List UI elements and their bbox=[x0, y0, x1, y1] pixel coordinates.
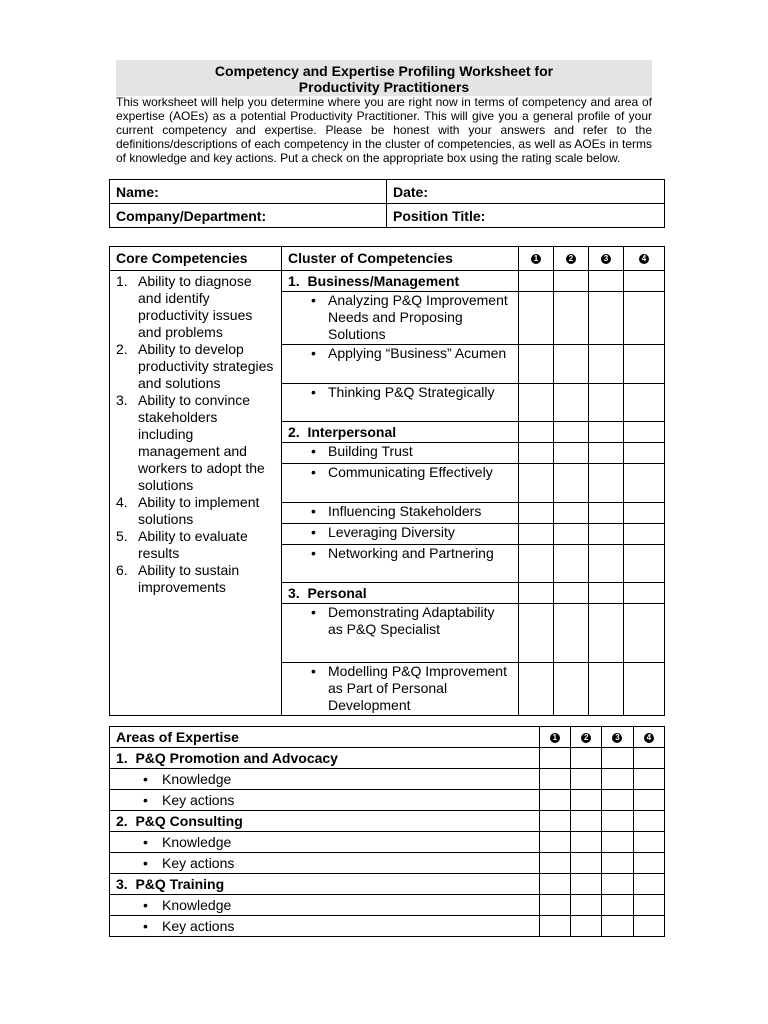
expertise-heading-rating-4[interactable] bbox=[633, 874, 664, 895]
expertise-item-rating-1[interactable] bbox=[539, 832, 570, 853]
cluster-heading: 1. Business/Management bbox=[282, 271, 519, 292]
cluster-item: • Demonstrating Adaptability as P&Q Specialist bbox=[282, 604, 519, 663]
cluster-item-rating-4[interactable] bbox=[624, 663, 665, 716]
cluster-heading-rating-4[interactable] bbox=[624, 422, 665, 443]
core-item-number: 3. bbox=[116, 392, 128, 408]
cluster-item-rating-2[interactable] bbox=[554, 443, 589, 464]
info-table bbox=[109, 179, 665, 228]
cluster-item-rating-2[interactable] bbox=[554, 663, 589, 716]
cluster-item-rating-2[interactable] bbox=[554, 604, 589, 663]
cluster-item: • Applying “Business” Acumen bbox=[282, 345, 519, 384]
expertise-item-rating-3[interactable] bbox=[602, 895, 633, 916]
cluster-heading-rating-2[interactable] bbox=[554, 583, 589, 604]
core-item-text: Ability to implement solutions bbox=[138, 494, 260, 527]
expertise-item-row bbox=[110, 895, 665, 916]
core-item-number: 1. bbox=[116, 273, 128, 289]
expertise-item-row bbox=[110, 769, 665, 790]
core-item-text: Ability to diagnose and identify productivity issues and problems bbox=[138, 273, 253, 340]
cluster-item-rating-3[interactable] bbox=[589, 524, 624, 545]
cluster-item-rating-1[interactable] bbox=[519, 345, 554, 384]
cluster-item-rating-1[interactable] bbox=[519, 524, 554, 545]
expertise-item-rating-2[interactable] bbox=[571, 895, 602, 916]
core-item bbox=[116, 528, 275, 562]
expertise-heading-rating-3[interactable] bbox=[602, 874, 633, 895]
core-competencies-list bbox=[110, 271, 282, 716]
cluster-item: • Thinking P&Q Strategically bbox=[282, 384, 519, 422]
expertise-heading: 2. P&Q Consulting bbox=[110, 811, 540, 832]
rating-scale-icon: 1 bbox=[550, 733, 560, 743]
core-item bbox=[116, 562, 275, 596]
expertise-group-row bbox=[110, 748, 665, 769]
rating-header-4 bbox=[624, 247, 665, 271]
expertise-item-rating-3[interactable] bbox=[602, 790, 633, 811]
cluster-item-rating-3[interactable] bbox=[589, 503, 624, 524]
core-item-number: 5. bbox=[116, 528, 128, 544]
expertise-item-rating-1[interactable] bbox=[539, 916, 570, 937]
cluster-item-rating-3[interactable] bbox=[589, 292, 624, 345]
expertise-heading-rating-2[interactable] bbox=[571, 748, 602, 769]
intro-paragraph: This worksheet will help you determine where you are right now in terms of competency and area of expertise (AOEs) as a potential Productivity Practitioner. This will give you a general profile of your current competency and expertise. Please be honest with your answers and refer to the definitions/descriptions of each competency in the cluster of competencies, as well as AOEs in terms of knowledge and key actions. Put a check on the appropriate box using the rating scale below. bbox=[116, 95, 652, 165]
date-field[interactable]: Date: bbox=[387, 180, 665, 204]
cluster-item-rating-2[interactable] bbox=[554, 524, 589, 545]
expertise-rating-header-2 bbox=[571, 727, 602, 748]
cluster-item-rating-4[interactable] bbox=[624, 464, 665, 503]
cluster-item: • Leveraging Diversity bbox=[282, 524, 519, 545]
expertise-item-rating-4[interactable] bbox=[633, 790, 664, 811]
expertise-item-rating-4[interactable] bbox=[633, 895, 664, 916]
expertise-item: • Knowledge bbox=[110, 769, 540, 790]
expertise-item-rating-3[interactable] bbox=[602, 769, 633, 790]
rating-scale-icon: 2 bbox=[566, 254, 576, 264]
expertise-heading-rating-1[interactable] bbox=[539, 874, 570, 895]
cluster-item: • Modelling P&Q Improvement as Part of Personal Development bbox=[282, 663, 519, 716]
cluster-item-rating-4[interactable] bbox=[624, 604, 665, 663]
expertise-item-row bbox=[110, 790, 665, 811]
expertise-header: Areas of Expertise bbox=[110, 727, 540, 748]
rating-scale-icon: 3 bbox=[612, 733, 622, 743]
cluster-heading-rating-4[interactable] bbox=[624, 583, 665, 604]
expertise-item-rating-3[interactable] bbox=[602, 832, 633, 853]
expertise-rating-header-4 bbox=[633, 727, 664, 748]
cluster-item-rating-2[interactable] bbox=[554, 545, 589, 583]
cluster-heading: 2. Interpersonal bbox=[282, 422, 519, 443]
expertise-rating-header-3 bbox=[602, 727, 633, 748]
cluster-item-rating-2[interactable] bbox=[554, 345, 589, 384]
cluster-item: • Communicating Effectively bbox=[282, 464, 519, 503]
cluster-item-rating-3[interactable] bbox=[589, 443, 624, 464]
core-item-number: 2. bbox=[116, 341, 128, 357]
expertise-item: • Knowledge bbox=[110, 832, 540, 853]
cluster-item-rating-4[interactable] bbox=[624, 545, 665, 583]
cluster-item-rating-3[interactable] bbox=[589, 604, 624, 663]
cluster-item-rating-2[interactable] bbox=[554, 384, 589, 422]
rating-scale-icon: 4 bbox=[639, 254, 649, 264]
expertise-table bbox=[109, 726, 665, 937]
expertise-item-rating-1[interactable] bbox=[539, 790, 570, 811]
rating-scale-icon: 1 bbox=[531, 254, 541, 264]
core-item-number: 6. bbox=[116, 562, 128, 578]
core-competencies-header: Core Competencies bbox=[110, 247, 282, 271]
cluster-heading-rating-1[interactable] bbox=[519, 271, 554, 292]
rating-header-1 bbox=[519, 247, 554, 271]
expertise-heading-rating-2[interactable] bbox=[571, 811, 602, 832]
expertise-item-row bbox=[110, 853, 665, 874]
expertise-item-rating-2[interactable] bbox=[571, 832, 602, 853]
cluster-item-rating-4[interactable] bbox=[624, 384, 665, 422]
cluster-heading-rating-3[interactable] bbox=[589, 583, 624, 604]
expertise-item-rating-1[interactable] bbox=[539, 895, 570, 916]
cluster-item-rating-1[interactable] bbox=[519, 464, 554, 503]
core-item-text: Ability to sustain improvements bbox=[138, 562, 240, 595]
cluster-item: • Analyzing P&Q Improvement Needs and Proposing Solutions bbox=[282, 292, 519, 345]
cluster-heading-rating-1[interactable] bbox=[519, 583, 554, 604]
core-list bbox=[116, 273, 275, 596]
expertise-item-rating-2[interactable] bbox=[571, 790, 602, 811]
cluster-item-rating-4[interactable] bbox=[624, 524, 665, 545]
expertise-group-row bbox=[110, 811, 665, 832]
cluster-item-rating-1[interactable] bbox=[519, 604, 554, 663]
rating-scale-icon: 2 bbox=[581, 733, 591, 743]
cluster-item-rating-4[interactable] bbox=[624, 345, 665, 384]
cluster-item-rating-3[interactable] bbox=[589, 345, 624, 384]
rating-scale-icon: 3 bbox=[601, 254, 611, 264]
cluster-item-rating-1[interactable] bbox=[519, 545, 554, 583]
expertise-item-rating-1[interactable] bbox=[539, 769, 570, 790]
competency-table bbox=[109, 246, 665, 716]
expertise-item-rating-2[interactable] bbox=[571, 853, 602, 874]
worksheet-title bbox=[116, 60, 652, 96]
expertise-heading-rating-2[interactable] bbox=[571, 874, 602, 895]
expertise-item: • Knowledge bbox=[110, 895, 540, 916]
rating-header-2 bbox=[554, 247, 589, 271]
expertise-item-rating-4[interactable] bbox=[633, 916, 664, 937]
cluster-item: • Networking and Partnering bbox=[282, 545, 519, 583]
cluster-heading-rating-2[interactable] bbox=[554, 271, 589, 292]
cluster-heading-rating-3[interactable] bbox=[589, 422, 624, 443]
expertise-heading-rating-1[interactable] bbox=[539, 748, 570, 769]
cluster-item-rating-1[interactable] bbox=[519, 384, 554, 422]
expertise-rating-header-1 bbox=[539, 727, 570, 748]
expertise-item-row bbox=[110, 832, 665, 853]
cluster-group-row bbox=[110, 271, 665, 292]
competency-header-row bbox=[110, 247, 665, 271]
cluster-heading-rating-4[interactable] bbox=[624, 271, 665, 292]
cluster-heading-rating-3[interactable] bbox=[589, 271, 624, 292]
cluster-heading-rating-2[interactable] bbox=[554, 422, 589, 443]
core-item bbox=[116, 494, 275, 528]
core-item-text: Ability to convince stakeholders including management and workers to adopt the solutions bbox=[138, 392, 265, 493]
rating-header-3 bbox=[589, 247, 624, 271]
expertise-group-row bbox=[110, 874, 665, 895]
expertise-item-rating-4[interactable] bbox=[633, 769, 664, 790]
cluster-item-rating-1[interactable] bbox=[519, 503, 554, 524]
core-item-number: 4. bbox=[116, 494, 128, 510]
expertise-item-rating-3[interactable] bbox=[602, 853, 633, 874]
expertise-item: • Key actions bbox=[110, 916, 540, 937]
position-field[interactable]: Position Title: bbox=[387, 204, 665, 228]
expertise-heading: 3. P&Q Training bbox=[110, 874, 540, 895]
cluster-item-rating-3[interactable] bbox=[589, 545, 624, 583]
expertise-item-rating-2[interactable] bbox=[571, 769, 602, 790]
expertise-item-row bbox=[110, 916, 665, 937]
cluster-item-rating-3[interactable] bbox=[589, 464, 624, 503]
core-item bbox=[116, 273, 275, 341]
cluster-item-rating-4[interactable] bbox=[624, 292, 665, 345]
cluster-item-rating-2[interactable] bbox=[554, 292, 589, 345]
company-field[interactable]: Company/Department: bbox=[110, 204, 387, 228]
cluster-item-rating-3[interactable] bbox=[589, 663, 624, 716]
cluster-item: • Influencing Stakeholders bbox=[282, 503, 519, 524]
expertise-heading: 1. P&Q Promotion and Advocacy bbox=[110, 748, 540, 769]
cluster-item-rating-4[interactable] bbox=[624, 443, 665, 464]
expertise-item-rating-4[interactable] bbox=[633, 832, 664, 853]
expertise-item: • Key actions bbox=[110, 790, 540, 811]
cluster-item-rating-1[interactable] bbox=[519, 292, 554, 345]
expertise-item: • Key actions bbox=[110, 853, 540, 874]
expertise-heading-rating-3[interactable] bbox=[602, 748, 633, 769]
cluster-item-rating-2[interactable] bbox=[554, 503, 589, 524]
core-item bbox=[116, 392, 275, 494]
expertise-heading-rating-4[interactable] bbox=[633, 748, 664, 769]
expertise-item-rating-1[interactable] bbox=[539, 853, 570, 874]
cluster-item: • Building Trust bbox=[282, 443, 519, 464]
rating-scale-icon: 4 bbox=[644, 733, 654, 743]
cluster-item-rating-2[interactable] bbox=[554, 464, 589, 503]
expertise-item-rating-3[interactable] bbox=[602, 916, 633, 937]
cluster-header: Cluster of Competencies bbox=[282, 247, 519, 271]
cluster-item-rating-3[interactable] bbox=[589, 384, 624, 422]
core-item-text: Ability to develop productivity strategies and solutions bbox=[138, 341, 274, 391]
expertise-header-row bbox=[110, 727, 665, 748]
expertise-heading-rating-4[interactable] bbox=[633, 811, 664, 832]
cluster-item-rating-1[interactable] bbox=[519, 443, 554, 464]
cluster-item-rating-4[interactable] bbox=[624, 503, 665, 524]
expertise-heading-rating-3[interactable] bbox=[602, 811, 633, 832]
expertise-item-rating-4[interactable] bbox=[633, 853, 664, 874]
core-item-text: Ability to evaluate results bbox=[138, 528, 248, 561]
cluster-item-rating-1[interactable] bbox=[519, 663, 554, 716]
title-line-1: Competency and Expertise Profiling Worksheet for bbox=[214, 63, 554, 79]
expertise-item-rating-2[interactable] bbox=[571, 916, 602, 937]
expertise-heading-rating-1[interactable] bbox=[539, 811, 570, 832]
core-item bbox=[116, 341, 275, 392]
name-field[interactable]: Name: bbox=[110, 180, 387, 204]
title-line-2: Productivity Practitioners bbox=[298, 79, 470, 95]
cluster-heading: 3. Personal bbox=[282, 583, 519, 604]
cluster-heading-rating-1[interactable] bbox=[519, 422, 554, 443]
